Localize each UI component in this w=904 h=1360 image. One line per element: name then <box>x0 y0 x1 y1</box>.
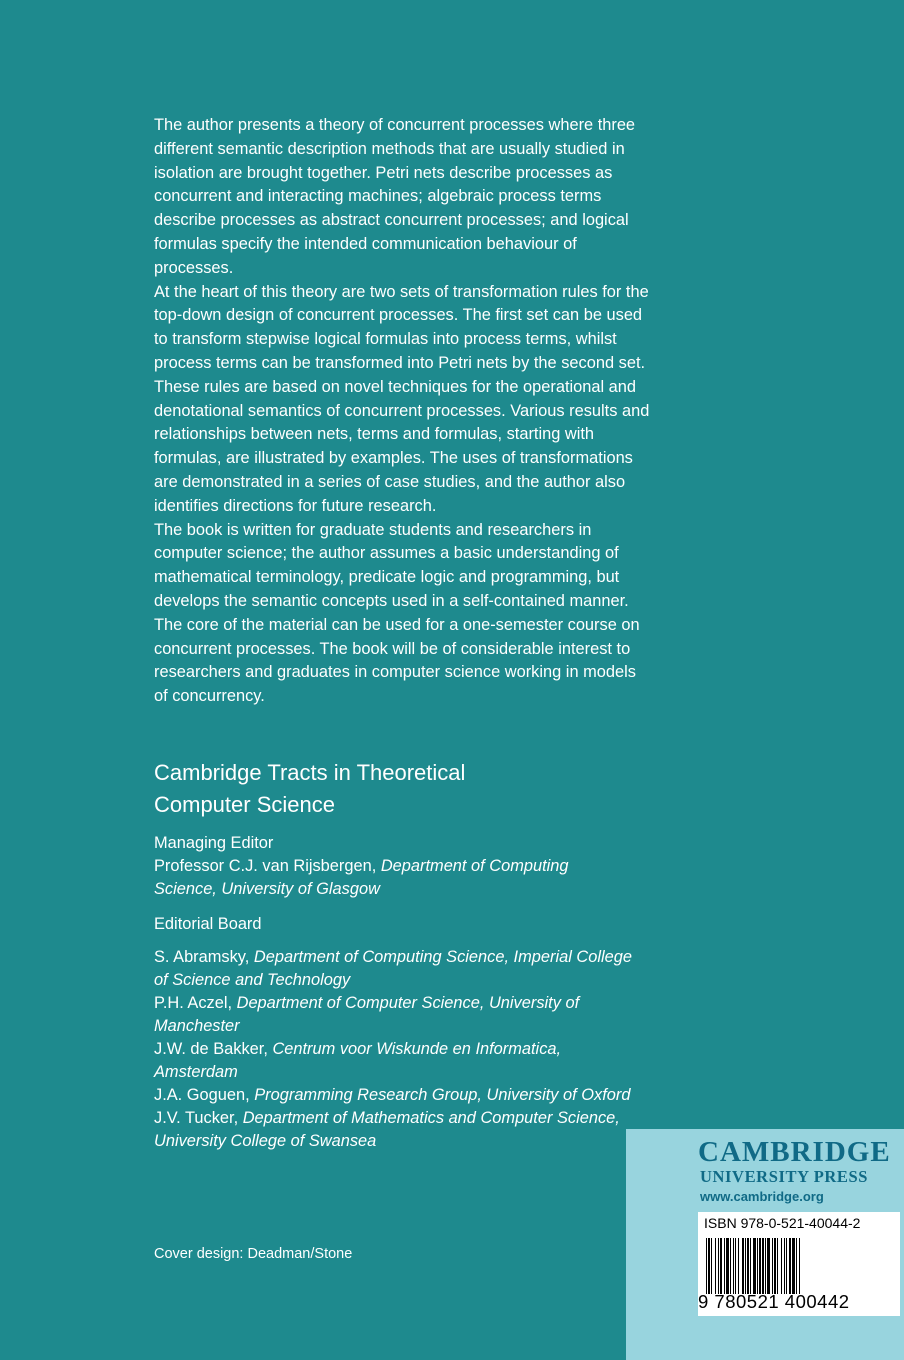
barcode-bar <box>724 1238 725 1294</box>
barcode-bar <box>753 1238 756 1294</box>
board-member-affiliation: Programming Research Group, University of Oxford <box>254 1086 631 1104</box>
series-title-line2: Computer Science <box>154 792 335 817</box>
series-title-line1: Cambridge Tracts in Theoretical <box>154 760 466 785</box>
barcode-bar <box>777 1238 778 1294</box>
cover-design-credit: Cover design: Deadman/Stone <box>154 1246 353 1262</box>
publisher-logo-name: CAMBRIDGE <box>698 1136 891 1168</box>
barcode-bar <box>784 1238 785 1294</box>
managing-editor-affiliation: Department of Computing Science, University of Glasgow <box>154 857 569 898</box>
managing-editor-heading: Managing Editor <box>154 834 274 852</box>
blurb-paragraph-1: The author presents a theory of concurrent processes where three different semantic description methods that are usually studied in isolation are brought together. Petri nets describe processes as concurrent and interacting machines; algebraic process terms describe processes as abstract concurrent processes; and logical formulas specify the intended communication behaviour of processes. <box>154 116 636 277</box>
board-member <box>154 992 634 1038</box>
board-member-affiliation: Department of Computing Science, Imperial College of Science and Technology <box>154 948 632 989</box>
barcode-bar <box>772 1238 773 1294</box>
board-member <box>154 1038 634 1084</box>
managing-editor <box>154 832 634 901</box>
barcode-bar <box>718 1238 719 1294</box>
board-member-affiliation: Department of Computer Science, University of Manchester <box>154 994 580 1035</box>
blurb <box>154 114 650 709</box>
barcode-bar <box>767 1238 770 1294</box>
barcode-bar <box>745 1238 746 1294</box>
board-member <box>154 1084 634 1107</box>
barcode-bar <box>711 1238 712 1294</box>
board-member <box>154 1107 634 1153</box>
barcode-bar <box>706 1238 707 1294</box>
publisher-website: www.cambridge.org <box>700 1189 824 1204</box>
barcode-bar <box>757 1238 758 1294</box>
managing-editor-entry <box>154 855 634 901</box>
barcode-bar <box>750 1238 751 1294</box>
board-member-affiliation: Centrum voor Wiskunde en Informatica, Amsterdam <box>154 1040 562 1081</box>
board-member-affiliation: Department of Mathematics and Computer Science, University College of Swansea <box>154 1109 620 1150</box>
barcode-bar <box>759 1238 761 1294</box>
barcode-bar <box>792 1238 795 1294</box>
barcode-bar <box>786 1238 787 1294</box>
barcode-bar <box>720 1238 722 1294</box>
blurb-paragraph-3: The book is written for graduate students and researchers in computer science; the author assumes a basic understanding of mathematical terminology, predicate logic and programming, but develops the semantic concepts used in a self-contained manner. The core of the material can be used for a one-semester course on concurrent processes. The book will be of considerable interest to researchers and graduates in computer science working in models of concurrency. <box>154 520 640 706</box>
series-title <box>154 757 634 821</box>
board-member-name: J.V. Tucker, <box>154 1109 239 1127</box>
barcode-bar <box>789 1238 791 1294</box>
barcode-bar <box>747 1238 749 1294</box>
barcode-bar <box>738 1238 739 1294</box>
barcode-bar <box>708 1238 710 1294</box>
editorial-board-heading: Editorial Board <box>154 915 262 933</box>
barcode-bar <box>726 1238 729 1294</box>
board-member-name: P.H. Aczel, <box>154 994 233 1012</box>
publisher-logo-subname: UNIVERSITY PRESS <box>700 1167 869 1186</box>
barcode-bar <box>765 1238 766 1294</box>
barcode-bar <box>762 1238 764 1294</box>
editorial-board-list <box>154 946 634 1153</box>
barcode-box <box>698 1212 900 1316</box>
barcode-bar <box>715 1238 716 1294</box>
board-member-name: J.A. Goguen, <box>154 1086 250 1104</box>
board-member-name: S. Abramsky, <box>154 948 250 966</box>
board-member <box>154 946 634 992</box>
isbn-label: ISBN 978-0-521-40044-2 <box>704 1215 861 1231</box>
barcode-digits: 9 780521 400442 <box>698 1291 850 1312</box>
blurb-paragraph-2: At the heart of this theory are two sets of transformation rules for the top-down design of concurrent processes. The first set can be used to transform stepwise logical formulas into process terms, whilst process terms can be transformed into Petri nets by the second set. These rules are based on novel techniques for the operational and denotational semantics of concurrent processes. Various results and relationships between nets, terms and formulas, starting with formulas, are illustrated by examples. The uses of transformations are demonstrated in a series of case studies, and the author also identifies directions for future research. <box>154 282 650 515</box>
managing-editor-name: Professor C.J. van Rijsbergen, <box>154 857 377 875</box>
barcode-bar <box>799 1238 800 1294</box>
barcode-bar <box>781 1238 782 1294</box>
barcode-bar <box>796 1238 797 1294</box>
barcode-bar <box>735 1238 736 1294</box>
board-member-name: J.W. de Bakker, <box>154 1040 268 1058</box>
barcode-bar <box>730 1238 731 1294</box>
barcode-bar <box>774 1238 776 1294</box>
barcode-bar <box>733 1238 734 1294</box>
barcode-bar <box>742 1238 744 1294</box>
publisher-panel <box>626 1129 904 1360</box>
